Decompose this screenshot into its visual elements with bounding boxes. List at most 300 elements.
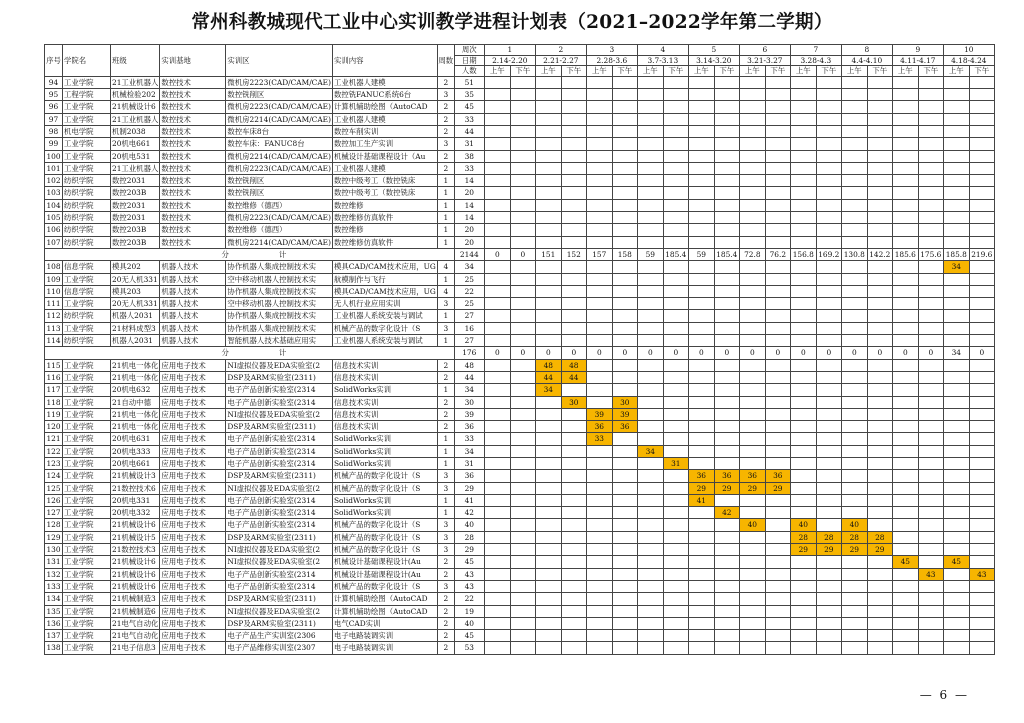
cell-seq: 133 (46, 581, 61, 591)
cell-area: 协作机器人集成控制技术实 (226, 285, 333, 297)
cell-area: 数控车床：FANUC8台 (226, 138, 333, 150)
schedule-cell (790, 642, 816, 654)
schedule-cell (586, 224, 612, 236)
cell-college: 工业学院 (63, 273, 111, 285)
table-row (45, 457, 995, 469)
schedule-cell (535, 433, 561, 445)
schedule-cell (841, 556, 867, 568)
schedule-cell (969, 630, 994, 642)
schedule-cell (612, 298, 637, 310)
schedule-cell (714, 384, 739, 396)
cell-base: 应用电子技术 (160, 544, 226, 556)
schedule-cell (535, 531, 561, 543)
cell-base: 应用电子技术 (160, 359, 226, 371)
schedule-cell (484, 593, 510, 605)
schedule-cell (816, 580, 841, 592)
schedule-cell (969, 384, 994, 396)
header-date: 日期 (454, 55, 484, 66)
schedule-cell (612, 371, 637, 383)
schedule-cell (637, 212, 663, 224)
schedule-cell (688, 335, 714, 347)
schedule-cell (841, 285, 867, 297)
schedule-cell (637, 359, 663, 371)
schedule-cell (918, 236, 943, 248)
schedule-cell (765, 531, 790, 543)
subtotal-label: 分计 (45, 248, 455, 260)
header-am: 上午 (892, 66, 918, 77)
cell-people: 14 (454, 175, 484, 187)
schedule-cell (841, 359, 867, 371)
scheduled-cell: 33 (586, 433, 612, 445)
schedule-cell (867, 261, 892, 273)
table-row (45, 482, 995, 494)
schedule-cell (535, 187, 561, 199)
schedule-cell (867, 482, 892, 494)
schedule-cell (484, 162, 510, 174)
schedule-cell (535, 310, 561, 322)
schedule-cell (969, 285, 994, 297)
table-row (45, 236, 995, 248)
schedule-cell (484, 642, 510, 654)
schedule-cell (739, 175, 765, 187)
schedule-cell (841, 482, 867, 494)
cell-seq: 134 (46, 594, 61, 604)
cell-content: 信息技术实训 (332, 371, 437, 383)
cell-area: 协作机器人集成控制技术实 (226, 322, 333, 334)
schedule-cell (969, 322, 994, 334)
schedule-cell (714, 494, 739, 506)
schedule-cell (637, 101, 663, 113)
cell-people: 53 (454, 642, 484, 654)
schedule-cell (918, 617, 943, 629)
schedule-cell (892, 76, 918, 88)
schedule-cell (714, 310, 739, 322)
schedule-cell (637, 199, 663, 211)
schedule-cell (535, 494, 561, 506)
cell-people: 43 (454, 568, 484, 580)
cell-area: 电子产品创新实验室(2314 (226, 519, 333, 531)
cell-college: 工业学院 (63, 568, 111, 580)
schedule-cell (867, 408, 892, 420)
cell-area: 微机房2214(CAD/CAM/CAE) (227, 151, 331, 161)
schedule-cell (816, 494, 841, 506)
schedule-cell (969, 162, 994, 174)
schedule-cell (714, 642, 739, 654)
cell-area: 数控铣削区 (226, 175, 333, 187)
cell-class: 21机械设计5 (111, 531, 160, 543)
schedule-cell (918, 224, 943, 236)
schedule-cell (943, 445, 969, 457)
table-row (45, 89, 995, 101)
schedule-cell (765, 507, 790, 519)
table-row (45, 519, 995, 531)
schedule-cell (841, 642, 867, 654)
schedule-cell (943, 605, 969, 617)
cell-people: 16 (454, 322, 484, 334)
schedule-cell (586, 76, 612, 88)
cell-content: 机械产品的数字化设计（S (332, 470, 437, 482)
schedule-cell (739, 408, 765, 420)
cell-people: 27 (454, 310, 484, 322)
cell-seq: 100 (46, 151, 61, 161)
schedule-cell (637, 433, 663, 445)
schedule-cell (867, 101, 892, 113)
schedule-cell (637, 371, 663, 383)
table-row (45, 544, 995, 556)
schedule-cell (892, 544, 918, 556)
cell-weeks: 1 (437, 433, 454, 445)
schedule-cell (918, 187, 943, 199)
schedule-cell (586, 298, 612, 310)
cell-college: 工业学院 (63, 150, 111, 162)
schedule-cell: 130.8 (841, 248, 867, 260)
schedule-cell (790, 556, 816, 568)
schedule-cell (943, 519, 969, 531)
schedule-cell (510, 285, 535, 297)
header-pm: 下午 (867, 66, 892, 77)
cell-weeks: 3 (437, 298, 454, 310)
header-week-date: 3.7-3.13 (637, 55, 688, 66)
table-row (45, 150, 995, 162)
schedule-cell: 185.6 (892, 248, 918, 260)
schedule-cell (561, 150, 586, 162)
schedule-cell (714, 322, 739, 334)
schedule-cell (918, 125, 943, 137)
cell-people: 36 (454, 470, 484, 482)
schedule-cell (867, 236, 892, 248)
schedule-cell (918, 433, 943, 445)
schedule-cell (663, 593, 688, 605)
cell-class: 21数控技术6 (111, 482, 160, 494)
cell-content: 模具CAD/CAM技术应用，UG (333, 262, 436, 272)
schedule-cell (739, 445, 765, 457)
schedule-cell (943, 593, 969, 605)
cell-college: 纺织学院 (63, 212, 111, 224)
schedule-cell (484, 125, 510, 137)
schedule-cell (790, 470, 816, 482)
scheduled-cell: 29 (841, 544, 867, 556)
schedule-cell (918, 310, 943, 322)
schedule-cell (561, 617, 586, 629)
schedule-cell (612, 457, 637, 469)
cell-college: 纺织学院 (63, 224, 111, 236)
schedule-cell (969, 150, 994, 162)
schedule-cell (484, 617, 510, 629)
schedule-cell (535, 408, 561, 420)
cell-seq: 124 (46, 471, 61, 481)
schedule-cell (561, 482, 586, 494)
schedule-cell (561, 113, 586, 125)
schedule-cell (739, 384, 765, 396)
schedule-cell (816, 138, 841, 150)
schedule-cell (969, 310, 994, 322)
schedule-cell (484, 76, 510, 88)
cell-area: 空中移动机器人控制技术实 (226, 298, 333, 310)
schedule-cell (918, 298, 943, 310)
schedule-cell (969, 199, 994, 211)
schedule-cell (739, 507, 765, 519)
header-am: 上午 (637, 66, 663, 77)
schedule-cell (918, 556, 943, 568)
schedule-cell (918, 408, 943, 420)
schedule-cell (561, 556, 586, 568)
schedule-cell (688, 630, 714, 642)
cell-class: 21数控技术3 (111, 544, 160, 556)
schedule-cell (816, 568, 841, 580)
schedule-cell (841, 421, 867, 433)
schedule-cell (943, 421, 969, 433)
cell-seq: 130 (46, 545, 61, 555)
schedule-cell (510, 457, 535, 469)
schedule-cell (510, 125, 535, 137)
scheduled-cell: 34 (535, 384, 561, 396)
schedule-cell (612, 494, 637, 506)
schedule-cell (867, 519, 892, 531)
schedule-cell (484, 236, 510, 248)
schedule-cell (943, 482, 969, 494)
schedule-cell: 169.2 (818, 249, 840, 259)
cell-people: 28 (454, 531, 484, 543)
cell-class: 20机电661 (111, 457, 160, 469)
schedule-cell (943, 175, 969, 187)
schedule-cell (918, 544, 943, 556)
cell-weeks: 3 (437, 470, 454, 482)
schedule-cell (688, 322, 714, 334)
schedule-cell (867, 494, 892, 506)
schedule-cell (790, 236, 816, 248)
schedule-cell (867, 212, 892, 224)
cell-content: 信息技术实训 (332, 396, 437, 408)
schedule-cell (739, 605, 765, 617)
cell-college: 工业学院 (63, 593, 111, 605)
cell-weeks: 1 (437, 335, 454, 347)
schedule-cell (816, 359, 841, 371)
cell-class: 数控2031 (111, 199, 160, 211)
schedule-cell (739, 396, 765, 408)
cell-base: 数控技术 (160, 224, 226, 236)
schedule-cell (688, 310, 714, 322)
cell-area: 数控铣削区 (226, 89, 333, 101)
schedule-cell (714, 101, 739, 113)
scheduled-cell: 29 (867, 544, 892, 556)
cell-class: 20机电332 (111, 507, 160, 519)
schedule-cell (586, 445, 612, 457)
schedule-cell (841, 580, 867, 592)
schedule-cell (790, 273, 816, 285)
schedule-cell (510, 531, 535, 543)
schedule-cell (612, 273, 637, 285)
cell-weeks: 1 (437, 175, 454, 187)
header-week-number: 1 (484, 45, 535, 56)
scheduled-cell: 40 (841, 519, 867, 531)
schedule-cell (561, 384, 586, 396)
schedule-cell (918, 445, 943, 457)
cell-area: 微机房2223(CAD/CAM/CAE) (227, 102, 331, 112)
scheduled-cell: 34 (943, 261, 969, 273)
cell-seq: 135 (46, 606, 61, 616)
schedule-cell (637, 642, 663, 654)
header-week-date: 4.11-4.17 (892, 55, 943, 66)
cell-weeks: 2 (437, 593, 454, 605)
cell-weeks: 1 (437, 236, 454, 248)
header-week-no: 周次 (454, 45, 484, 56)
cell-seq: 111 (46, 299, 61, 309)
cell-seq: 95 (45, 89, 63, 101)
cell-people: 45 (454, 630, 484, 642)
schedule-cell (943, 507, 969, 519)
schedule-cell (714, 605, 739, 617)
cell-weeks: 1 (437, 273, 454, 285)
schedule-cell (637, 187, 663, 199)
schedule-cell (612, 101, 637, 113)
schedule-cell (663, 175, 688, 187)
schedule-cell (688, 285, 714, 297)
cell-seq: 102 (46, 176, 61, 186)
cell-class: 21机电一体化 (112, 409, 159, 419)
schedule-cell (739, 212, 765, 224)
schedule-cell (510, 359, 535, 371)
cell-class: 21材料成型3 (111, 322, 160, 334)
schedule-cell (663, 482, 688, 494)
table-row (45, 199, 995, 211)
schedule-cell (637, 261, 663, 273)
cell-seq: 109 (46, 274, 61, 284)
schedule-cell (969, 261, 994, 273)
scheduled-cell: 30 (612, 396, 637, 408)
schedule-cell (663, 445, 688, 457)
schedule-cell (943, 224, 969, 236)
schedule-cell (867, 507, 892, 519)
schedule-cell (790, 298, 816, 310)
schedule-cell (918, 519, 943, 531)
schedule-cell (510, 408, 535, 420)
schedule-cell (612, 630, 637, 642)
schedule-cell (892, 519, 918, 531)
schedule-cell (918, 580, 943, 592)
scheduled-cell: 45 (892, 556, 918, 568)
cell-area: 电子产品创新实验室(2314 (226, 384, 333, 396)
cell-seq: 136 (46, 618, 61, 628)
cell-area: 电子产品创新实验室(2314 (226, 507, 333, 519)
schedule-cell (663, 384, 688, 396)
cell-college: 机电学院 (63, 125, 111, 137)
schedule-cell (484, 285, 510, 297)
cell-base: 机器人技术 (160, 273, 226, 285)
cell-seq: 101 (46, 163, 61, 173)
cell-college: 工业学院 (63, 76, 111, 88)
cell-content: 数控中级考工（数控铣床 (332, 175, 437, 187)
schedule-cell (586, 384, 612, 396)
schedule-cell (561, 125, 586, 137)
schedule-table (44, 44, 995, 655)
schedule-cell (561, 101, 586, 113)
schedule-cell (969, 138, 994, 150)
schedule-cell (535, 150, 561, 162)
cell-college: 工业学院 (63, 494, 111, 506)
cell-base: 应用电子技术 (160, 445, 226, 457)
schedule-cell (637, 310, 663, 322)
schedule-cell (841, 261, 867, 273)
schedule-cell (510, 470, 535, 482)
schedule-cell (484, 335, 510, 347)
cell-class: 21机电一体化 (112, 422, 159, 432)
cell-base: 应用电子技术 (160, 630, 226, 642)
cell-weeks: 3 (437, 482, 454, 494)
schedule-cell: 0 (561, 347, 586, 359)
schedule-cell (561, 580, 586, 592)
schedule-cell (790, 125, 816, 137)
schedule-cell (612, 113, 637, 125)
cell-seq: 117 (46, 385, 61, 395)
schedule-cell (943, 150, 969, 162)
cell-people: 43 (454, 580, 484, 592)
table-row (45, 212, 995, 224)
subtotal-label: 分计 (45, 347, 455, 359)
schedule-cell (510, 76, 535, 88)
schedule-cell (816, 199, 841, 211)
schedule-cell (510, 101, 535, 113)
schedule-cell (535, 580, 561, 592)
schedule-cell (969, 556, 994, 568)
schedule-cell (739, 359, 765, 371)
schedule-cell (612, 285, 637, 297)
schedule-cell (765, 89, 790, 101)
schedule-cell (816, 445, 841, 457)
cell-content: SolidWorks实训 (332, 494, 437, 506)
schedule-cell (867, 187, 892, 199)
schedule-cell (561, 335, 586, 347)
cell-people: 29 (454, 544, 484, 556)
schedule-cell (969, 445, 994, 457)
schedule-cell (561, 261, 586, 273)
schedule-cell (510, 298, 535, 310)
cell-college: 工程学院 (63, 89, 111, 101)
schedule-cell (561, 519, 586, 531)
cell-people: 33 (454, 162, 484, 174)
schedule-cell (612, 150, 637, 162)
schedule-cell (510, 371, 535, 383)
schedule-cell (867, 89, 892, 101)
header-week-number: 2 (535, 45, 586, 56)
schedule-cell (612, 236, 637, 248)
schedule-cell (765, 298, 790, 310)
cell-class: 数控2031 (111, 175, 160, 187)
schedule-cell (867, 568, 892, 580)
schedule-cell (943, 298, 969, 310)
table-row (45, 101, 995, 113)
schedule-cell (892, 457, 918, 469)
table-row (45, 580, 995, 592)
schedule-cell (765, 457, 790, 469)
schedule-cell (841, 273, 867, 285)
schedule-cell (867, 150, 892, 162)
schedule-cell (688, 187, 714, 199)
cell-seq: 137 (46, 631, 61, 641)
cell-area: DSP及ARM实验室(2311) (226, 421, 333, 433)
cell-content: 机械产品的数字化设计（S (332, 544, 437, 556)
table-row (45, 568, 995, 580)
schedule-cell (535, 162, 561, 174)
schedule-cell (612, 617, 637, 629)
schedule-cell (739, 310, 765, 322)
schedule-cell (765, 322, 790, 334)
schedule-cell (867, 162, 892, 174)
header-pm: 下午 (561, 66, 586, 77)
schedule-cell (969, 544, 994, 556)
header-pm: 下午 (510, 66, 535, 77)
schedule-cell (561, 494, 586, 506)
cell-class: 21机械设计6 (111, 568, 160, 580)
